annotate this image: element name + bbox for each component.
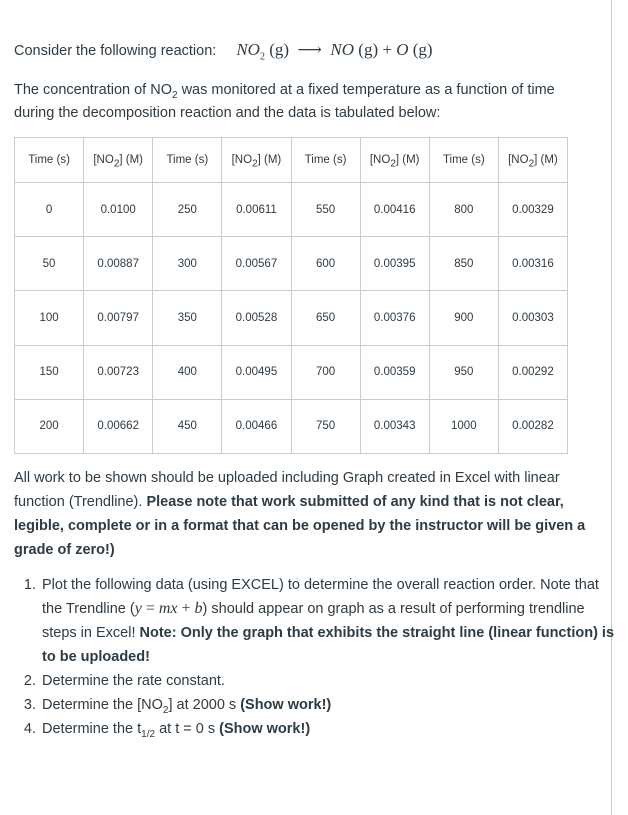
table-cell: 0.00416: [360, 183, 429, 237]
table-cell: 0.00329: [498, 183, 567, 237]
table-cell: 800: [429, 183, 498, 237]
column-header: Time (s): [291, 138, 360, 183]
table-cell: 0.00376: [360, 291, 429, 345]
table-cell: 0.00797: [84, 291, 153, 345]
table-cell: 0.00723: [84, 345, 153, 399]
grading-warning: Please note that work submitted of any kind that is not clear, legible, complete or in a format that can be opened by the instructor will be given a grade of zero!): [14, 494, 586, 558]
table-cell: 600: [291, 237, 360, 291]
table-cell: 350: [153, 291, 222, 345]
table-cell: 0.00359: [360, 345, 429, 399]
table-row: [15, 183, 568, 237]
reaction-intro: [14, 40, 433, 63]
task-item: 1. Plot the following data (using EXCEL) to determine the overall reaction order. Note that the Trendline (y = mx + b) should appear on graph as a result of performing trendline steps in Excel! Note: Only the graph that exhibits the straight line (linear function) is to be uploaded!: [40, 573, 615, 669]
table-cell: 0.00466: [222, 399, 291, 453]
table-cell: 0.00303: [498, 291, 567, 345]
table-cell: 0.00528: [222, 291, 291, 345]
table-cell: 0: [15, 183, 84, 237]
column-header: $[NO_2]$ (M): [360, 138, 429, 183]
table-cell: 400: [153, 345, 222, 399]
task-item: 2. Determine the rate constant.: [40, 669, 615, 693]
column-header: Time (s): [153, 138, 222, 183]
table-cell: 300: [153, 237, 222, 291]
table-cell: 1000: [429, 399, 498, 453]
table-body: [15, 183, 568, 454]
table-cell: 950: [429, 345, 498, 399]
table-cell: 0.00567: [222, 237, 291, 291]
table-cell: 0.00662: [84, 399, 153, 453]
table-cell: 100: [15, 291, 84, 345]
table-cell: 650: [291, 291, 360, 345]
concentration-table: [14, 137, 568, 454]
table-cell: 0.0100: [84, 183, 153, 237]
reaction-equation: $NO_2$ (g) ⟶ NO (g) + O (g): [236, 40, 433, 63]
table-cell: 850: [429, 237, 498, 291]
column-header: $[NO_2]$ (M): [222, 138, 291, 183]
table-cell: 150: [15, 345, 84, 399]
trendline-formula: y = mx + b: [134, 600, 203, 617]
table-cell: 550: [291, 183, 360, 237]
table-cell: 700: [291, 345, 360, 399]
table-cell: 200: [15, 399, 84, 453]
table-cell: 0.00395: [360, 237, 429, 291]
table-row: [15, 291, 568, 345]
submission-note: All work to be shown should be uploaded including Graph created in Excel with linear function (Trendline). Please note that work submitted of any kind that is not clear, legible, complete or in a format that can be opened by the instructor will be given a grade of zero!): [14, 470, 586, 558]
task-list: [22, 573, 615, 741]
task-item: 4. Determine the $t_{1/2}$ at t = 0 s (Show work!): [40, 717, 615, 741]
table-cell: 0.00282: [498, 399, 567, 453]
column-header: $[NO_2]$ (M): [84, 138, 153, 183]
reaction-arrow: ⟶: [297, 40, 322, 59]
intro-text: Consider the following reaction:: [14, 43, 217, 59]
table-cell: 0.00316: [498, 237, 567, 291]
task-item: 3. Determine the $[NO_2]$ at 2000 s (Show work!): [40, 693, 615, 717]
table-row: [15, 237, 568, 291]
table-cell: 250: [153, 183, 222, 237]
table-cell: 0.00343: [360, 399, 429, 453]
table-cell: 0.00611: [222, 183, 291, 237]
table-row: [15, 345, 568, 399]
column-header: Time (s): [15, 138, 84, 183]
table-cell: 0.00887: [84, 237, 153, 291]
data-description: The concentration of $NO_2$ was monitored at a fixed temperature as a function of time during the decomposition reaction and the data is tabulated below:: [14, 82, 555, 121]
table-row: [15, 399, 568, 453]
table-header-row: [15, 138, 568, 183]
column-header: $[NO_2]$ (M): [498, 138, 567, 183]
table-cell: 0.00292: [498, 345, 567, 399]
column-header: Time (s): [429, 138, 498, 183]
table-cell: 750: [291, 399, 360, 453]
table-cell: 900: [429, 291, 498, 345]
table-cell: 450: [153, 399, 222, 453]
table-cell: 0.00495: [222, 345, 291, 399]
table-cell: 50: [15, 237, 84, 291]
